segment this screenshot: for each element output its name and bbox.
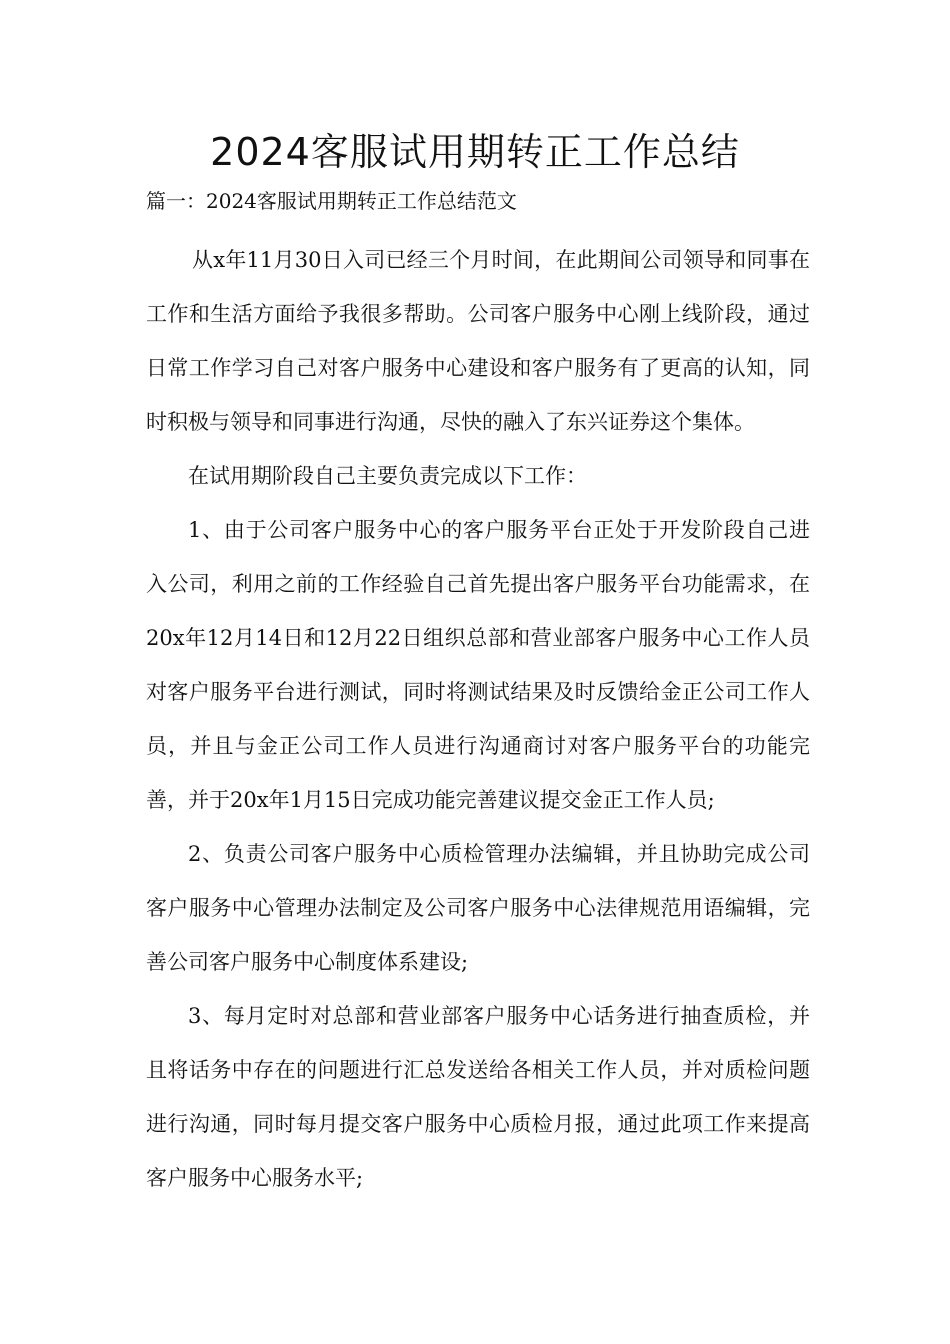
document-title: 2024客服试用期转正工作总结 [210, 130, 740, 174]
document-subtitle: 篇一：2024客服试用期转正工作总结范文 [146, 189, 517, 213]
paragraph-item-2: 2、负责公司客户服务中心质检管理办法编辑，并且协助完成公司客户服务中心管理办法制定及公司客户服务中心法律规范用语编辑，完善公司客户服务中心制度体系建设; [146, 842, 810, 974]
paragraph-item-3: 3、每月定时对总部和营业部客户服务中心话务进行抽查质检，并且将话务中存在的问题进行汇总发送给各相关工作人员，并对质检问题进行沟通，同时每月提交客户服务中心质检月报，通过此项工作来提高客户服务中心服务水平; [146, 1004, 810, 1190]
paragraph-item-1: 1、由于公司客户服务中心的客户服务平台正处于开发阶段自己进入公司，利用之前的工作经验自己首先提出客户服务平台功能需求，在20x年12月14日和12月22日组织总部和营业部客户服务中心工作人员对客户服务平台进行测试，同时将测试结果及时反馈给金正公司工作人员，并且与金正公司工作人员进行沟通商讨对客户服务平台的功能完善，并于20x年1月15日完成功能完善建议提交金正工作人员; [146, 518, 810, 812]
document-body [146, 233, 810, 1205]
paragraph-intro: 从x年11月30日入司已经三个月时间，在此期间公司领导和同事在工作和生活方面给予我很多帮助。公司客户服务中心刚上线阶段，通过日常工作学习自己对客户服务中心建设和客户服务有了更高的认知，同时积极与领导和同事进行沟通，尽快的融入了东兴证券这个集体。 [146, 248, 810, 434]
paragraph-work-heading: 在试用期阶段自己主要负责完成以下工作： [188, 464, 587, 488]
